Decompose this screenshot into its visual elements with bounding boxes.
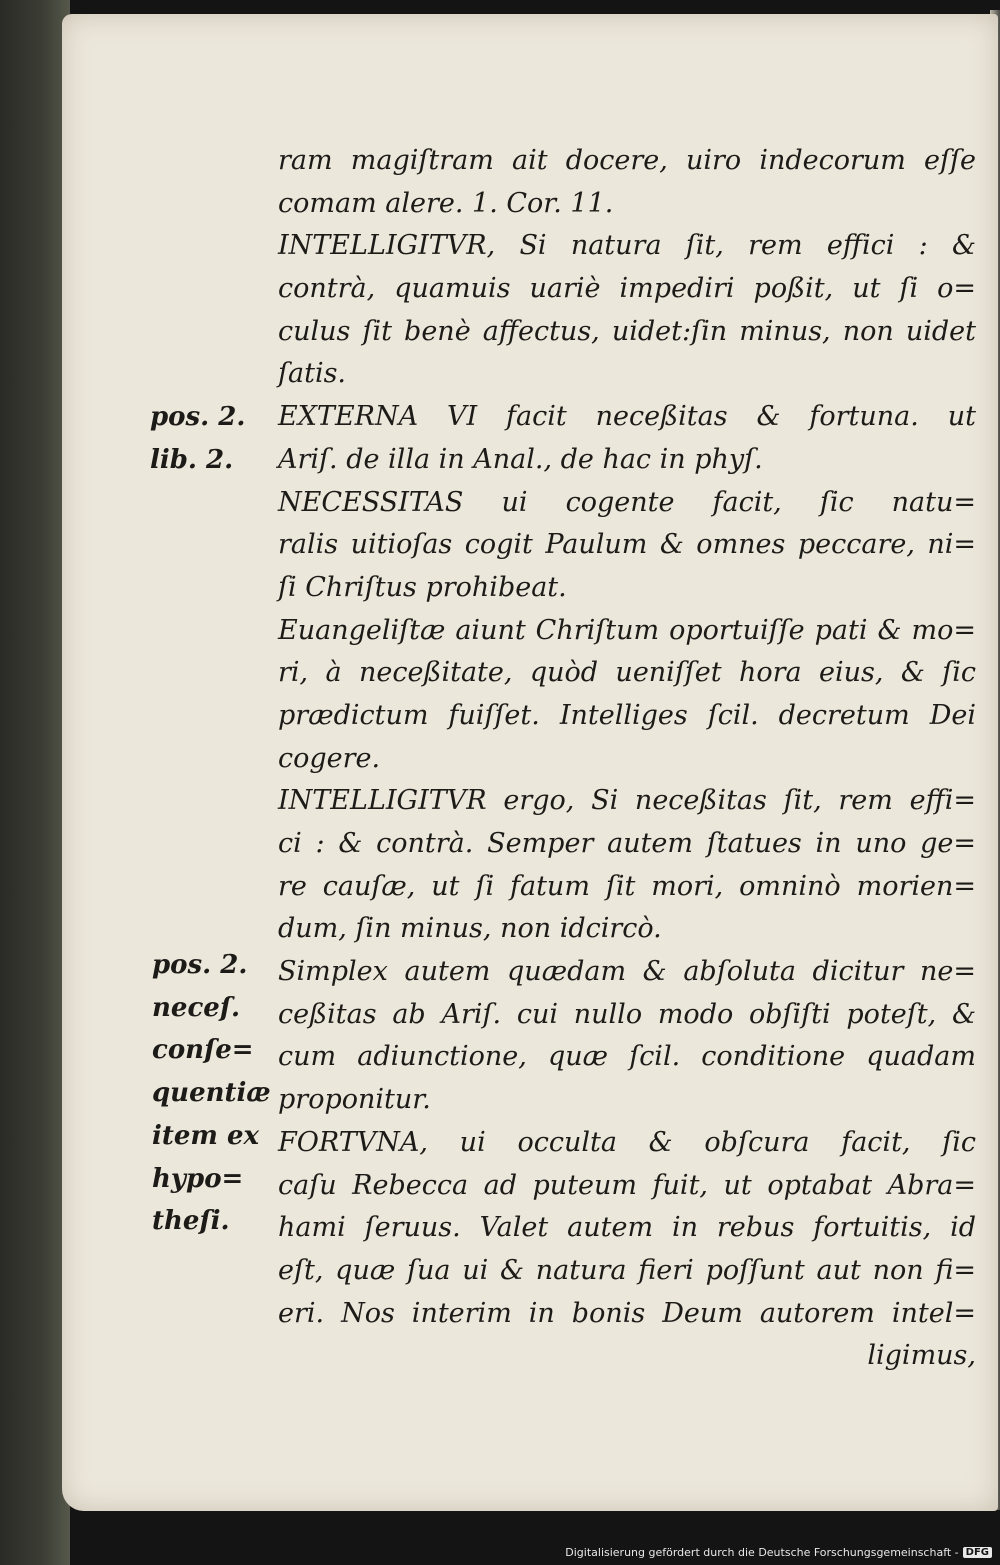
margin-note-line: conſe= (152, 1035, 254, 1066)
text-line: cum adiunctione, quæ ſcil. conditione quadam (278, 1041, 976, 1073)
margin-note-line: theſi. (152, 1206, 230, 1237)
text-line: culus ſit benè affectus, uidet:ſin minus, non uidet (278, 315, 976, 347)
margin-note-line: pos. 2. (150, 402, 246, 432)
text-line: ci : & contrà. Semper autem ſtatues in uno ge= (278, 828, 976, 859)
margin-note-2 (152, 944, 271, 1243)
margin-note-line: lib. 2. (150, 444, 234, 475)
text-line: Euangeliſtæ aiunt Chriſtum oportuiſſe pati & mo= (278, 614, 976, 646)
text-line: Simplex autem quædam & abſoluta dicitur ne= (278, 956, 976, 988)
body-text (278, 140, 976, 1378)
text-line: NECESSITAS ui cogente facit, ſic natu= (278, 486, 976, 518)
margin-note-line: neceſ. (152, 992, 241, 1023)
scan-left-shadow (0, 0, 70, 1565)
text-line: contrà, quamuis uariè impediri poßit, ut ſi o= (278, 273, 976, 305)
text-line: ſi Chriſtus prohibeat. (278, 571, 567, 603)
text-line: ralis uitioſas cogit Paulum & omnes peccare, ni= (278, 529, 976, 561)
text-line: ſatis. (278, 358, 347, 390)
text-line: cogere. (278, 742, 381, 774)
text-line: EXTERNA VI facit neceßitas & fortuna. ut (278, 401, 976, 433)
text-line: hami ſeruus. Valet autem in rebus fortuitis, id (278, 1212, 976, 1244)
margin-note-line: hypo= (152, 1163, 244, 1194)
text-line: ceßitas ab Ariſ. cui nullo modo obſiſti poteſt, & (278, 998, 976, 1030)
text-line: eri. Nos interim in bonis Deum autorem intel= (278, 1297, 976, 1329)
text-line: FORTVNA, ui occulta & obſcura facit, ſic (278, 1126, 976, 1158)
text-line: ri, à neceßitate, quòd ueniſſet hora eius, & ſic (278, 657, 976, 689)
digitization-footer (565, 1546, 992, 1559)
text-line: proponitur. (278, 1084, 431, 1116)
margin-note-line: pos. 2. (152, 950, 248, 980)
text-line: caſu Rebecca ad puteum fuit, ut optabat Abra= (278, 1169, 976, 1201)
footer-text: Digitalisierung gefördert durch die Deutsche Forschungsgemeinschaft - (565, 1546, 959, 1559)
dfg-logo: DFG (963, 1547, 992, 1558)
text-line: re cauſæ, ut ſi fatum ſit mori, omninò morien= (278, 870, 976, 902)
catchword: ligimus, (867, 1340, 976, 1372)
text-line: ram magiſtram ait docere, uiro indecorum eſſe (278, 145, 976, 176)
text-line: comam alere. 1. Cor. 11. (278, 187, 614, 219)
margin-note-line: quentiæ (152, 1078, 271, 1109)
text-line: INTELLIGITVR ergo, Si neceßitas ſit, rem effi= (278, 785, 976, 817)
text-line: eſt, quæ ſua ui & natura fieri poſſunt aut non fi= (278, 1254, 976, 1286)
text-line: prædictum fuiſſet. Intelliges ſcil. decretum Dei (278, 699, 976, 731)
text-line: INTELLIGITVR, Si natura ſit, rem effici : & (278, 230, 976, 262)
text-line: dum, ſin minus, non idcircò. (278, 913, 662, 945)
margin-note-1 (150, 396, 245, 481)
margin-note-line: item ex (152, 1120, 260, 1151)
text-line: Ariſ. de illa in Anal., de hac in phyſ. (278, 443, 763, 475)
